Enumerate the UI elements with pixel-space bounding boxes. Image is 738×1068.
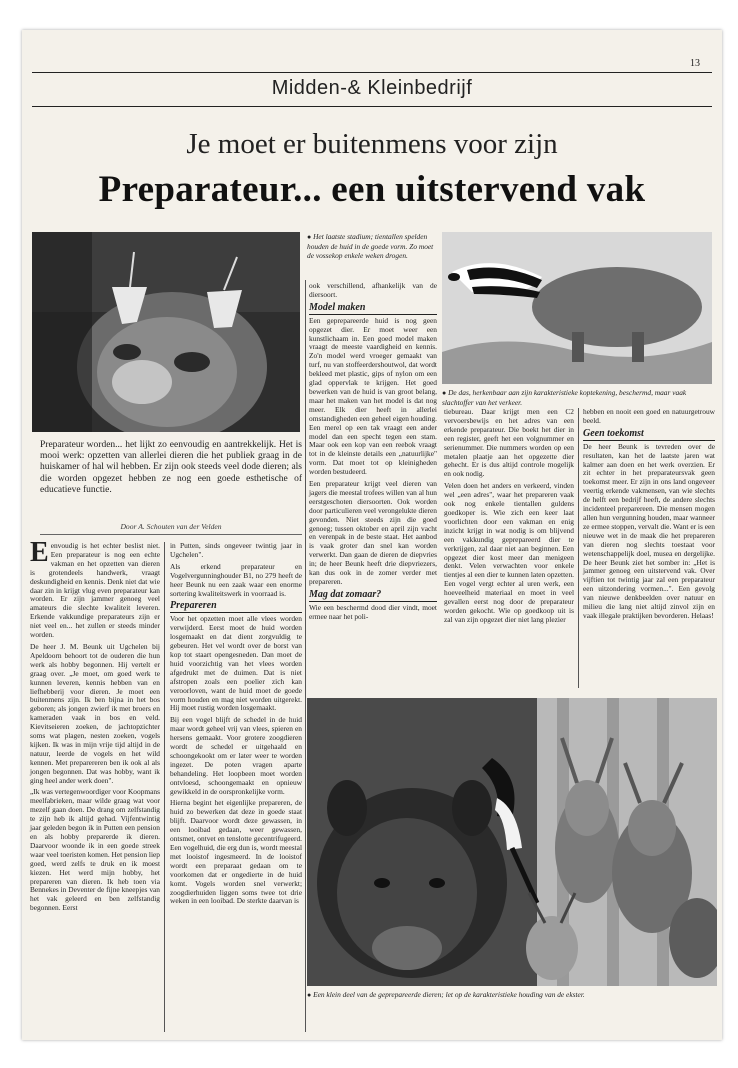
col3-p3: Een preparateur krijgt veel dieren van jagers die meestal trofees willen van al hun eerstgeschoten diersoorten. Ook worden door particulieren veel verongelukte dieren gevonden. Niet steeds zijn die goed genoeg; tussen oktober en april zijn vacht en verenpak in de beste staat. Het aanbod is vaak groter dan snel kan worden verwerkt. Dan gaan de dieren de diepvries in; de heer Beunk heeft drie diepvriezers, kan dus ook in de zomer verder met prepareren.	[309, 479, 437, 586]
column-divider	[578, 408, 579, 688]
fox-head-image	[32, 232, 300, 432]
col4-p2: Velen doen het anders en verkeerd, vinden wel „een adres", waar het prepareren vaak ook nog enkele tientallen guldens goedkoper is. Wie zich een keer laat voorlichten door een vakman en enig inzicht krijgt in wat nodig is om blijvend een vakkundig geprepareerd dier te verkrijgen, zal daar niet aan beginnen. Een opgezet dier kost meer dan menigeen denkt. Velen verwachten voor enkele tientjes al een dier te kunnen laten opzetten. Een vogel vergt echter al uren werk, een hoeveelheid materiaal en moet in veel gevallen eerst nog door de preparateur worden gekocht. Wie op goedkoop uit is zal van zijn opgezet dier niet lang plezier	[444, 481, 574, 624]
bottom-photo	[307, 698, 717, 986]
drop-cap: E	[30, 537, 49, 568]
intro-rule	[40, 534, 302, 535]
caption-bullet: ●	[307, 991, 312, 999]
col1-p1: envoudig is het echter beslist niet. Een preparateur is nog een echte vakman en het opzetten van dieren is grotendeels handwerk, vraagt deskundigheid en kennis. Denk niet dat wie daar zin in krijgt vlug even preparateur kan worden. Er zijn jammer genoeg veel amateurs die slechte kwaliteit leveren. Erkende vakkundige preparateurs zijn er niet veel en... het zullen er steeds minder worden.	[30, 541, 160, 640]
column-1	[30, 537, 160, 916]
caption-bullet: ●	[442, 389, 447, 397]
top-rule	[32, 72, 712, 73]
column-5	[583, 408, 715, 624]
mounted-animals-image	[307, 698, 717, 986]
subheading-mag-dat-zomaar: Mag dat zomaar?	[309, 591, 437, 602]
newspaper-page	[22, 30, 722, 1040]
col2-p3: Voor het opzetten moet alle vlees worden verwijderd. Eerst moet de huid worden losgemaakt en dat dient zorgvuldig te gebeuren. Het vel wordt over de borst van kop tot staart opengesneden. Dan moet de huid voorzichtig van het vlees worden afgedrukt met de duimen. Dat is niet afstropen zoals een poelier zich kan veroorloven, want de huid moet de goede vorm houden en mag niet worden uitgerekt. Hij moet rustig worden losgemaakt.	[170, 614, 302, 713]
col3-p2: Een geprepareerde huid is nog geen opgezet dier. Er moet weer een kunstlichaam in. Een goed model maken vraagt de meeste vaardigheid en kennis. Zo'n model werd vroeger gemaakt van turf, nu van stoffeerdershoutwol, dat wordt bekleed met plastic, gips of nylon om een glad oppervlak te krijgen. Het goed bewerken van de huid is van groot belang, maar het maken van het model is dat nog meer. Elk dier heeft in allerlei omstandigheden een geheel eigen houding. Een merel op een tak vraagt een ander model dan een specht tegen een stam. Maar ook een kop van een reebok vraagt tot in de kleinste details een „natuurlijke" vorm. Dat moet tot op kleinigheden worden bestudeerd.	[309, 315, 437, 477]
col2-p5: Hierna begint het eigenlijke prepareren, de huid zo bewerken dat deze in goede staat blijft. Daarvoor wordt deze gewassen, in een looibad gedaan, weer gewassen, ontsmet, ontvet en tenslotte gecentrifugeerd. Een vogelhuid, die erg dun is, wordt meestal met looistof ingesmeerd. In de looistof wordt een preparaat gedaan om te voorkomen dat er ongedierte in de huid komt. Vogels worden snel verwerkt; zoogdierhuiden liggen soms twee tot drie weken in een looibad. De sterkte daarvan is	[170, 798, 302, 906]
headline: Preparateur... een uitstervend vak	[98, 169, 646, 210]
byline: Door A. Schouten van der Velden	[120, 522, 222, 531]
caption-badger-text: De das, herkenbaar aan zijn karakteristieke koptekening, beschermd, maar vaak slachtoffer van het verkeer.	[442, 388, 687, 408]
caption-badger	[442, 388, 717, 407]
caption-bottom	[307, 990, 717, 1000]
caption-stadium-text: Het laatste stadium; tientallen spelden houden de huid in de goede vorm. Zo moet de vossekop enkele weken drogen.	[307, 232, 434, 261]
col5-p2: De heer Beunk is tevreden over de resultaten, kan het de laatste jaren wat kalmer aan doen en het werk overzien. Er zit echter in het preparateursvak geen toekomst meer. Er zijn in ons land ongeveer veertig erkende vakmensen, van wie slechts de helft een bedrijf heeft, de andere slechts incidenteel preparereen. Die mensen mogen allen hun vergunning houden, maar wanneer ze ermee stoppen, vervalt die. Want er is een nieuwe wet in de maak die het prepareren van dieren nog slechts toestaat voor wetenschappelijk doel, musea en dergelijke. De heer Beunk ziet het somber in: „Het is jammer genoeg een uitstervend vak. Over vijftien tot twintig jaar zal een preparateur een uitzondering vormen...". Een gevolg van nieuwe denkbeelden over natuur en milieu die lang niet altijd zinvol zijn en vaak illegale praktijken bevorderen. Helaas!	[583, 441, 715, 620]
page-number: 13	[690, 58, 700, 69]
col2-p4: Bij een vogel blijft de schedel in de huid maar wordt geheel vrij van vlees, spieren en hersens gemaakt. Voor grotere zoogdieren wordt de schedel er uitgehaald en schoongekookt om er later weer te worden ingezet. De poten vragen aparte behandeling. Het loopbeen moet worden ontvloesd, schoongemaakt en opnieuw gewikkeld in de oorspronkelijke vorm.	[170, 715, 302, 796]
column-2	[170, 542, 302, 909]
badger-image	[442, 232, 712, 384]
col4-p1: tiebureau. Daar krijgt men een C2 vervoersbewijs en het adres van een erkende preparateur. Die boekt het dier in een register, geeft het een volgnummer en serienummer. Die nummers worden op een metalen plaatje aan het opgezette dier gehecht. Er is dus altijd controle mogelijk en ook nodig.	[444, 407, 574, 479]
section-rule	[32, 106, 712, 107]
column-divider	[164, 542, 165, 1032]
column-4	[444, 408, 574, 628]
intro-paragraph: Preparateur worden... het lijkt zo eenvoudig en aantrekkelijk. Het is mooi werk: opzetten van allerlei dieren die het publiek graag in de huiskamer of hal wil hebben. Er zijn ook steeds veel dode dieren; als die worden opgezet hebben ze nog een goede esthetische of educatieve functie.	[40, 440, 302, 495]
subheading-geen-toekomst: Geen toekomst	[583, 430, 715, 441]
section-title: Midden-& Kleinbedrijf	[271, 77, 473, 99]
col2-p2: Als erkend preparateur en Vogelvergunninghouder B1, no 279 heeft de heer Beunk nu een zaak waar een enorme sortering kwaliteitswerk in voorraad is.	[170, 561, 302, 598]
col1-p2: De heer J. M. Beunk uit Ugchelen bij Apeldoorn behoort tot de ouderen die hun werk als hobby begonnen. Hij vertelt er graag over. „Je moet, om goed werk te kunnen leveren, kennis hebben van en liefhebberij voor dieren. Je moet een buitenmens zijn. Ik ben bijna in het bos geboren; als jongen zwierf ik met broers en kameraden vaak in bos en veld. Kievitseieren zoeken, de jachtopzichter soms wat plagen, nesten zoeken, vogels kijken. Ik was in mijn vrije tijd altijd in de natuur, leerde de vogels en het wild kennen. Met preparereren ben ik ook al als jongen begonnen. Dat was hobby, want ik ging heel ander werk doen".	[30, 641, 160, 785]
badger-photo	[442, 232, 712, 384]
column-3	[309, 282, 437, 625]
fox-photo	[32, 232, 300, 432]
col2-p1: in Putten, sinds ongeveer twintig jaar in Ugchelen".	[170, 541, 302, 559]
caption-stadium	[307, 232, 437, 261]
caption-bullet: ●	[307, 233, 312, 241]
col1-p3: „Ik was vertegenwoordiger voor Koopmans meelfabrieken, maar wilde graag wat voor mezelf gaan doen. De drang om zelfstandig te zijn heb ik altijd gehad. Vijfentwintig jaar geleden begon ik in Putten een pension en als hobby preparerde ik dieren. Daarvoor woonde ik in een goede streek waar veel toeristen komen. Het pension liep goed, werd zelfs te druk en ik moest kiezen. Het werd mijn hobby, het prepareren van dieren. Ik heb toen via Bennekes in Deventer de fijne kneepjes van het vak geleerd en ben zelfstandig begonnen. Eerst	[30, 787, 160, 913]
column-divider	[305, 280, 306, 1032]
col3-p1: ook verschillend, afhankelijk van de diersoort.	[309, 281, 437, 299]
col5-p1: hebben en nooit een goed en natuurgetrouw beeld.	[583, 407, 715, 425]
kicker: Je moet er buitenmens voor zijn	[186, 128, 558, 160]
subheading-model-maken: Model maken	[309, 304, 437, 315]
caption-bottom-text: Een klein deel van de geprepareerde dieren; let op de karakteristieke houding van de ekster.	[313, 990, 585, 999]
col3-p4: Wie een beschermd dood dier vindt, moet ermee naar het poli-	[309, 602, 437, 621]
subheading-prepareren: Prepareren	[170, 602, 302, 613]
